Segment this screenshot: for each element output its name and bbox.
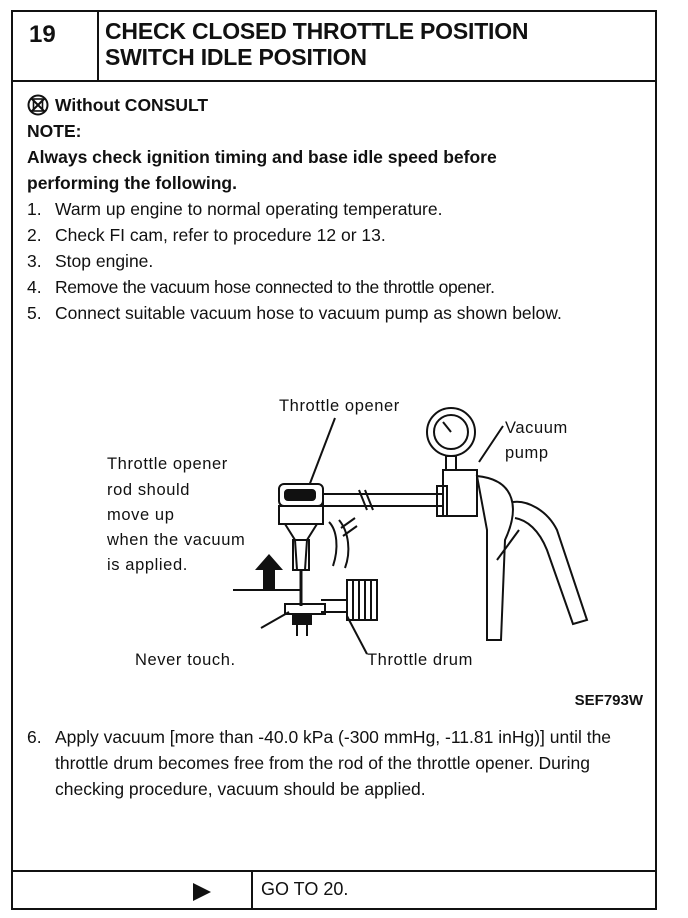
list-item-text: Remove the vacuum hose connected to the throttle opener. (55, 277, 495, 297)
list-item-text: Stop engine. (55, 251, 154, 271)
title-line-2: SWITCH IDLE POSITION (105, 44, 367, 70)
list-item (27, 222, 637, 248)
list-item (27, 248, 637, 274)
footer-arrow-cell (13, 872, 253, 910)
mode-line (27, 92, 637, 118)
list-item-text: Apply vacuum [more than -40.0 kPa (-300 mmHg, -11.81 inHg)] until the throttle drum becomes free from the rod of the throttle opener. During checking procedure, vacuum should be applied. (55, 727, 612, 799)
caption-line-1: Throttle opener (107, 455, 228, 473)
list-item-number: 2. (27, 225, 42, 245)
procedure-frame (11, 10, 657, 910)
step-6 (27, 724, 642, 802)
procedure-header (13, 12, 655, 82)
caption-line-5: is applied. (107, 556, 188, 574)
list-item-number: 6. (27, 727, 42, 747)
list-item-number: 4. (27, 277, 42, 297)
no-consult-icon (27, 94, 49, 116)
play-arrow-icon (193, 883, 211, 901)
list-item-text: Connect suitable vacuum hose to vacuum pump as shown below. (55, 303, 562, 323)
go-to-link[interactable]: GO TO 20. (261, 879, 349, 899)
list-item (27, 196, 637, 222)
figure-id: SEF793W (574, 692, 643, 709)
caption-line-3: move up (107, 506, 175, 524)
throttle-opener-diagram (27, 390, 647, 720)
procedure-content (27, 92, 637, 326)
note-text-line-1: Always check ignition timing and base idle speed before (27, 147, 497, 167)
list-item (27, 274, 637, 300)
procedure-footer (13, 870, 655, 910)
label-never-touch: Never touch. (135, 651, 236, 669)
label-throttle-drum: Throttle drum (367, 651, 473, 669)
label-throttle-opener: Throttle opener (279, 397, 400, 415)
list-item-number: 5. (27, 303, 42, 323)
up-arrow-icon (255, 554, 283, 590)
mode-label: Without CONSULT (55, 95, 209, 115)
title-line-1: CHECK CLOSED THROTTLE POSITION (105, 18, 529, 44)
list-item-text: Warm up engine to normal operating temperature. (55, 199, 443, 219)
list-item-number: 1. (27, 199, 42, 219)
procedure-title (105, 18, 645, 70)
step-number: 19 (13, 12, 99, 80)
note-text-line-2: performing the following. (27, 173, 237, 193)
caption-line-2: rod should (107, 481, 191, 499)
caption-line-4: when the vacuum (107, 531, 246, 549)
label-vacuum: Vacuum (505, 419, 568, 437)
label-pump: pump (505, 444, 549, 462)
note-heading: NOTE: (27, 121, 82, 141)
list-item-number: 3. (27, 251, 42, 271)
list-item-text: Check FI cam, refer to procedure 12 or 13. (55, 225, 386, 245)
step-list (27, 196, 637, 326)
list-item (27, 300, 637, 326)
